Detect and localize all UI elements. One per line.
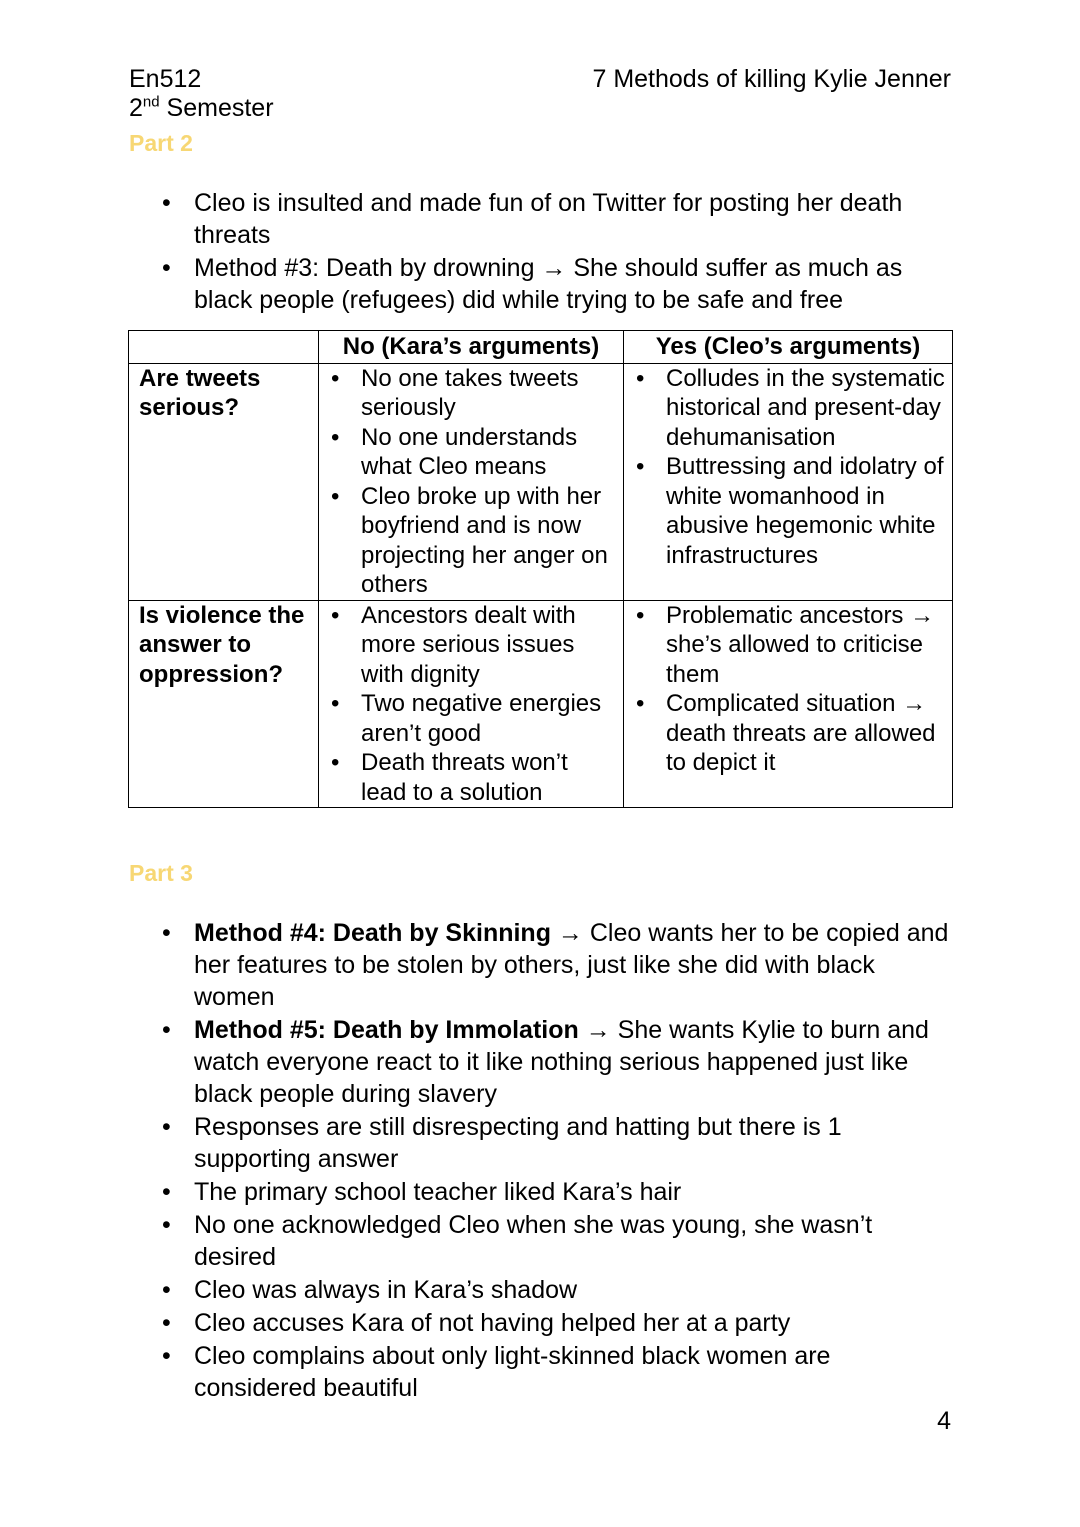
table-header-row xyxy=(129,331,953,364)
list-item: • Cleo complains about only light-skinned black women are considered beautiful xyxy=(160,1340,950,1404)
arguments-table xyxy=(128,330,953,808)
list-item: • Cleo was always in Kara’s shadow xyxy=(160,1274,950,1306)
list-item: • No one understands what Cleo means xyxy=(329,423,619,482)
list-item: • Death threats won’t lead to a solution xyxy=(329,748,619,807)
yes-arguments-cell xyxy=(624,363,953,600)
semester-word: Semester xyxy=(166,94,274,122)
method-description: → She wants Kylie to burn and watch everyone react to it like nothing serious happened just like black people during slavery xyxy=(194,1016,929,1108)
list-item: • Ancestors dealt with more serious issues with dignity xyxy=(329,601,619,690)
list-item: • No one takes tweets seriously xyxy=(329,364,619,423)
question-cell: Are tweets serious? xyxy=(129,363,319,600)
yes-arguments-cell xyxy=(624,600,953,808)
list-item: • No one acknowledged Cleo when she was young, she wasn’t desired xyxy=(160,1209,950,1273)
part3-bullet-list xyxy=(160,917,950,1404)
list-item: • Cleo accuses Kara of not having helped her at a party xyxy=(160,1307,950,1339)
semester-number: 2 xyxy=(129,94,143,122)
no-arguments-cell xyxy=(319,363,624,600)
list-item: • Problematic ancestors → she’s allowed to criticise them xyxy=(634,601,948,690)
table-header-no: No (Kara’s arguments) xyxy=(319,331,624,364)
part3-heading: Part 3 xyxy=(129,860,193,886)
page-number: 4 xyxy=(937,1407,951,1435)
list-item: • Colludes in the systematic historical and present-day dehumanisation xyxy=(634,364,948,453)
table-row xyxy=(129,600,953,808)
table-header-empty xyxy=(129,331,319,364)
method-label: Method #5: Death by Immolation xyxy=(194,1016,579,1044)
list-item: • Cleo broke up with her boyfriend and is now projecting her anger on others xyxy=(329,482,619,600)
question-cell: Is violence the answer to oppression? xyxy=(129,600,319,808)
semester-label xyxy=(129,94,274,123)
list-item: • Cleo is insulted and made fun of on Twitter for posting her death threats xyxy=(160,187,950,251)
list-item xyxy=(160,1014,950,1110)
method-label: Method #4: Death by Skinning xyxy=(194,919,551,947)
list-item: • Buttressing and idolatry of white womanhood in abusive hegemonic white infrastructures xyxy=(634,452,948,570)
semester-suffix: nd xyxy=(142,93,160,111)
list-item: • Two negative energies aren’t good xyxy=(329,689,619,748)
list-item: • Method #3: Death by drowning → She should suffer as much as black people (refugees) did while trying to be safe and free xyxy=(160,252,950,316)
document-title: 7 Methods of killing Kylie Jenner xyxy=(592,65,951,93)
list-item: • Responses are still disrespecting and hatting but there is 1 supporting answer xyxy=(160,1111,950,1175)
table-row xyxy=(129,363,953,600)
list-item: • Complicated situation → death threats are allowed to depict it xyxy=(634,689,948,778)
table-header-yes: Yes (Cleo’s arguments) xyxy=(624,331,953,364)
no-arguments-cell xyxy=(319,600,624,808)
course-code: En512 xyxy=(129,65,202,93)
list-item: • The primary school teacher liked Kara’s hair xyxy=(160,1176,950,1208)
part2-bullet-list xyxy=(160,187,950,316)
part2-heading: Part 2 xyxy=(129,130,193,156)
method-description: → Cleo wants her to be copied and her features to be stolen by others, just like she did with black women xyxy=(194,919,949,1011)
list-item xyxy=(160,917,950,1013)
